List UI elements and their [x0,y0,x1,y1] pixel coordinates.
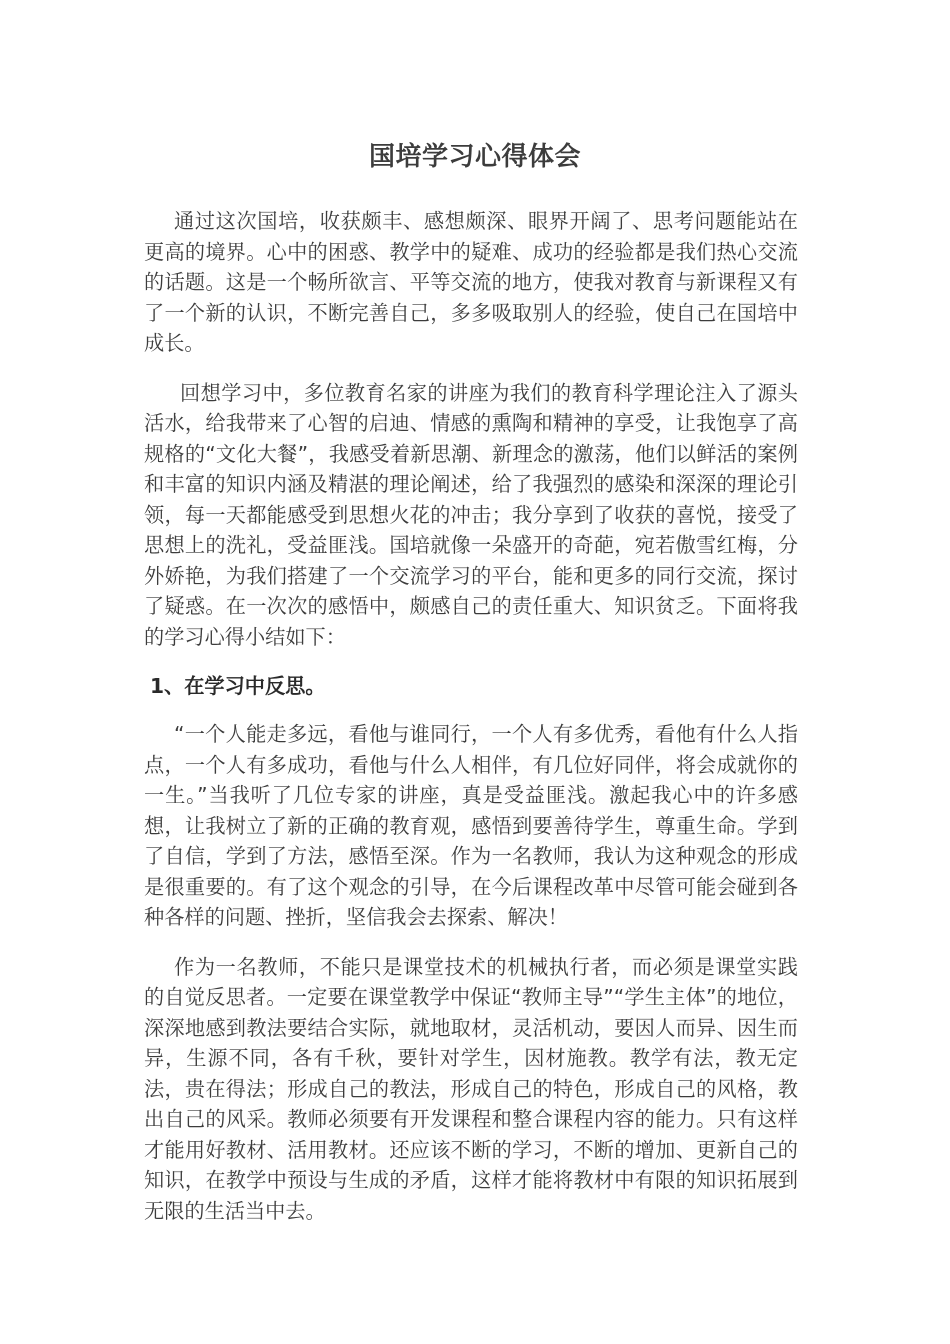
paragraph-teacher-role: 作为一名教师，不能只是课堂技术的机械执行者，而必须是课堂实践的自觉反思者。一定要在课堂教学中保证“教师主导”“学生主体”的地位，深深地感到教法要结合实际，就地取材，灵活机动，要因人而异、因生而异，生源不同，各有千秋，要针对学生，因材施教。教学有法，教无定法，贵在得法；形成自己的教法，形成自己的特色，形成自己的风格，教出自己的风采。教师必须要有开发课程和整合课程内容的能力。只有这样才能用好教材、活用教材。还应该不断的学习，不断的增加、更新自己的知识，在教学中预设与生成的矛盾，这样才能将教材中有限的知识拓展到无限的生活当中去。 [144,954,798,1223]
section-heading: 1、在学习中反思。 [150,674,326,698]
document-title: 国培学习心得体会 [368,142,581,172]
document-body [144,206,798,1245]
paragraph-quote: “一个人能走多远，看他与谁同行，一个人有多优秀，看他有什么人指点，一个人有多成功，看他与什么人相伴，有几位好同伴，将会成就你的一生。”当我听了几位专家的讲座，真是受益匪浅。激起我心中的许多感想，让我树立了新的正确的教育观，感悟到要善待学生，尊重生命。学到了自信，学到了方法，感悟至深。作为一名教师，我认为这种观念的形成是很重要的。有了这个观念的引导，在今后课程改革中尽管可能会碰到各种各样的问题、挫折，坚信我会去探索、解决！ [144,722,798,929]
paragraph-reflection: 回想学习中，多位教育名家的讲座为我们的教育科学理论注入了源头活水，给我带来了心智的启迪、情感的熏陶和精神的享受，让我饱享了高规格的“文化大餐”，我感受着新思潮、新理念的激荡，他们以鲜活的案例和丰富的知识内涵及精湛的理论阐述，给了我强烈的感染和深深的理论引领，每一天都能感受到思想火花的冲击；我分享到了收获的喜悦，接受了思想上的洗礼，受益匪浅。国培就像一朵盛开的奇葩，宛若傲雪红梅，分外娇艳，为我们搭建了一个交流学习的平台，能和更多的同行交流，探讨了疑惑。在一次次的感悟中，颇感自己的责任重大、知识贫乏。下面将我的学习心得小结如下： [144,380,798,649]
paragraph-intro: 通过这次国培，收获颇丰、感想颇深、眼界开阔了、思考问题能站在更高的境界。心中的困惑、教学中的疑难、成功的经验都是我们热心交流的话题。这是一个畅所欲言、平等交流的地方，使我对教育与新课程又有了一个新的认识，不断完善自己，多多吸取别人的经验，使自己在国培中成长。 [144,209,798,355]
